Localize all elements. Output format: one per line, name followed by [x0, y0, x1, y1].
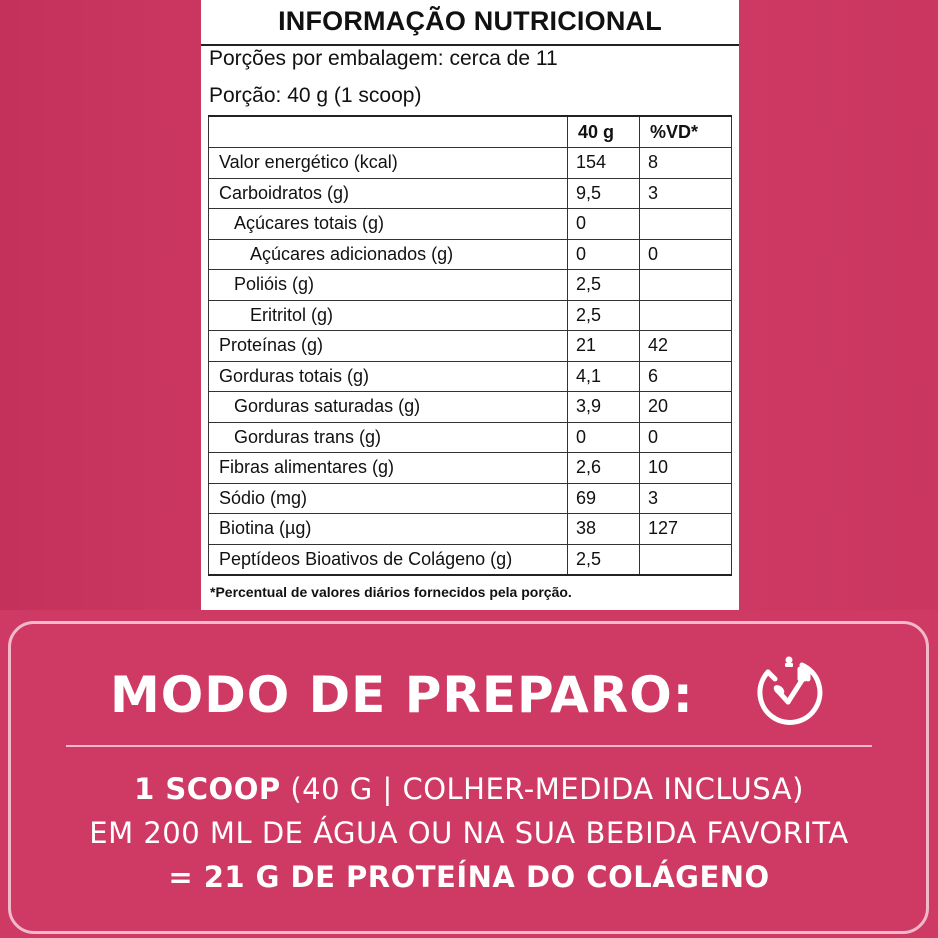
- nutrient-daily-value: 20: [640, 392, 732, 423]
- nutrient-daily-value: 3: [640, 483, 732, 514]
- table-row: [209, 178, 732, 209]
- table-row: [209, 483, 732, 514]
- nutrient-name: Gorduras trans (g): [209, 422, 568, 453]
- nutrient-daily-value: [640, 544, 732, 575]
- scoop-highlight: 1 SCOOP: [134, 772, 281, 806]
- nutrient-amount: 9,5: [568, 178, 640, 209]
- nutrient-daily-value: 127: [640, 514, 732, 545]
- nutrient-amount: 38: [568, 514, 640, 545]
- table-row: [209, 361, 732, 392]
- nutrient-amount: 2,6: [568, 453, 640, 484]
- servings-per-package: Porções por embalagem: cerca de 11: [209, 47, 558, 70]
- table-row: [209, 148, 732, 179]
- nutrient-daily-value: 0: [640, 422, 732, 453]
- nutrient-daily-value: 10: [640, 453, 732, 484]
- nutrient-daily-value: 6: [640, 361, 732, 392]
- nutrient-name: Biotina (µg): [209, 514, 568, 545]
- nutrient-name: Valor energético (kcal): [209, 148, 568, 179]
- table-row: [209, 514, 732, 545]
- nutrient-name: Sódio (mg): [209, 483, 568, 514]
- nutrient-amount: 0: [568, 239, 640, 270]
- nutrient-amount: 4,1: [568, 361, 640, 392]
- nutrient-name: Açúcares adicionados (g): [209, 239, 568, 270]
- nutrient-name: Açúcares totais (g): [209, 209, 568, 240]
- nutrient-name: Eritritol (g): [209, 300, 568, 331]
- preparation-divider: [66, 745, 872, 747]
- nutrient-amount: 21: [568, 331, 640, 362]
- serving-size: Porção: 40 g (1 scoop): [209, 84, 422, 107]
- footnote: *Percentual de valores diários fornecidos pela porção.: [210, 584, 572, 600]
- nutrient-amount: 2,5: [568, 270, 640, 301]
- table-row: [209, 392, 732, 423]
- header-daily-value: %VD*: [640, 116, 732, 148]
- nutrient-daily-value: 42: [640, 331, 732, 362]
- table-row: [209, 270, 732, 301]
- nutrient-daily-value: 8: [640, 148, 732, 179]
- table-row: [209, 544, 732, 575]
- preparation-line-1: [0, 772, 938, 806]
- nutrient-daily-value: [640, 300, 732, 331]
- nutrient-amount: 0: [568, 209, 640, 240]
- nutrient-name: Fibras alimentares (g): [209, 453, 568, 484]
- title-divider: [201, 44, 739, 46]
- preparation-line-3: = 21 G DE PROTEÍNA DO COLÁGENO: [168, 860, 770, 894]
- header-nutrient: [209, 116, 568, 148]
- timer-utensils-icon: [750, 655, 828, 733]
- table-row: [209, 453, 732, 484]
- label-title: INFORMAÇÃO NUTRICIONAL: [278, 6, 662, 36]
- nutrient-amount: 2,5: [568, 300, 640, 331]
- nutrient-amount: 0: [568, 422, 640, 453]
- nutrient-daily-value: [640, 270, 732, 301]
- preparation-line-2: EM 200 ML DE ÁGUA OU NA SUA BEBIDA FAVORITA: [89, 816, 849, 850]
- preparation-title: MODO DE PREPARO:: [110, 666, 694, 724]
- nutrition-label: [201, 0, 739, 610]
- nutrient-name: Gorduras saturadas (g): [209, 392, 568, 423]
- nutrient-daily-value: [640, 209, 732, 240]
- scoop-detail: (40 G | COLHER-MEDIDA INCLUSA): [280, 772, 804, 806]
- nutrient-name: Peptídeos Bioativos de Colágeno (g): [209, 544, 568, 575]
- nutrient-name: Gorduras totais (g): [209, 361, 568, 392]
- table-row: [209, 300, 732, 331]
- header-amount: 40 g: [568, 116, 640, 148]
- table-row: [209, 331, 732, 362]
- nutrient-daily-value: 0: [640, 239, 732, 270]
- nutrient-name: Carboidratos (g): [209, 178, 568, 209]
- nutrient-name: Proteínas (g): [209, 331, 568, 362]
- nutrient-amount: 3,9: [568, 392, 640, 423]
- nutrient-amount: 2,5: [568, 544, 640, 575]
- table-row: [209, 239, 732, 270]
- table-header-row: [209, 116, 732, 148]
- table-row: [209, 422, 732, 453]
- nutrition-table: [208, 115, 732, 576]
- nutrient-amount: 154: [568, 148, 640, 179]
- table-row: [209, 209, 732, 240]
- nutrient-name: Polióis (g): [209, 270, 568, 301]
- nutrient-daily-value: 3: [640, 178, 732, 209]
- nutrient-amount: 69: [568, 483, 640, 514]
